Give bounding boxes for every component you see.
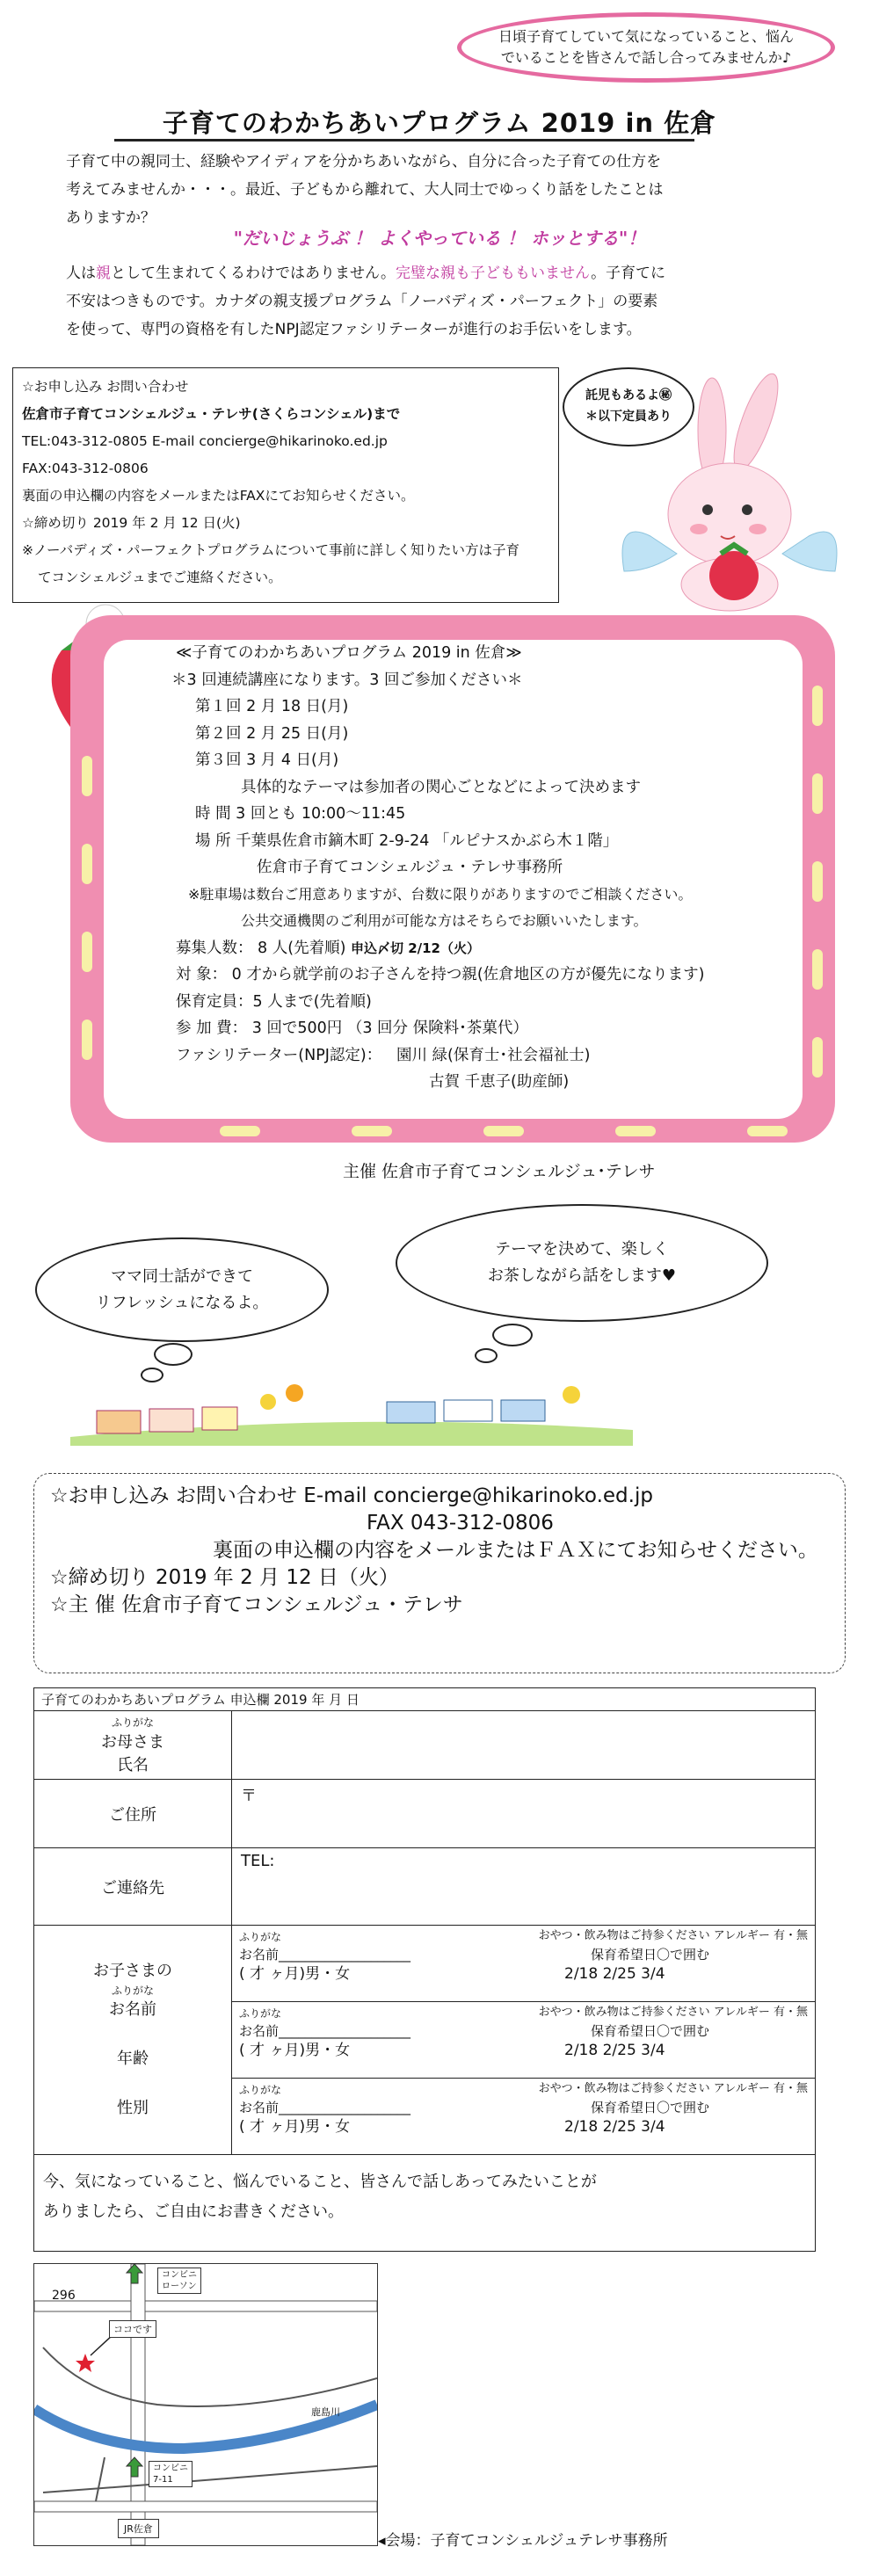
child-3-ruby: ふりがな	[239, 2084, 282, 2096]
child-2-ruby: ふりがな	[239, 2007, 282, 2020]
child-entry-1[interactable]	[232, 1926, 816, 2002]
contact-heading: ☆お申し込み お問い合わせ	[22, 379, 189, 395]
cloud-left-line-2: リフレッシュになるよ。	[95, 1293, 269, 1312]
frame-deco	[220, 1126, 260, 1136]
frame-deco	[615, 1126, 656, 1136]
map-conv2b: 7-11	[153, 2475, 173, 2485]
child-entry-2[interactable]	[232, 2002, 816, 2079]
child-2-name: お名前____________________	[239, 2023, 411, 2039]
body-line-2: 不安はつきものです。カナダの親支援プログラム「ノーバディズ・パーフェクト」の要素	[66, 293, 658, 310]
event-childcare: 保育定員：5 人まで(先着順)	[176, 992, 372, 1011]
cloud-right-line-2: お茶しながら話をします♥	[487, 1266, 677, 1285]
facilitator-2: 古賀 千恵子(助産師)	[429, 1073, 570, 1091]
contact-np1: ※ノーバディズ・パーフェクトプログラムについて事前に詳しく知りたい方は子育	[22, 542, 520, 558]
map-conv1b: ローソン	[162, 2282, 197, 2291]
apply-line-4: ☆締め切り 2019 年 2 月 12 日（火）	[50, 1566, 399, 1589]
free-line-1: 今、気になっていること、悩んでいること、皆さんで話しあってみたいことが	[43, 2173, 597, 2191]
map-conv2a: コンビニ	[153, 2464, 188, 2473]
child-label-1: お子さまの	[93, 1962, 172, 1980]
child-1-wish: 保育希望日〇で囲む	[591, 1947, 710, 1963]
mother-name-field[interactable]	[232, 1711, 816, 1780]
slogan: "だいじょうぶ ！ よくやっている ！ ホッとする"！	[233, 228, 646, 249]
frame-deco	[82, 932, 92, 972]
event-capacity	[176, 935, 704, 962]
event-place-2: 佐倉市子育てコンシェルジュ・テレサ事務所	[257, 859, 563, 876]
child-2-row-b	[239, 2022, 808, 2040]
facilitator-label: ファシリテーター(NPJ認定)：	[176, 1046, 382, 1064]
event-parking-2: 公共交通機関のご利用が可能な方はそちらでお願いいたします。	[241, 912, 648, 929]
child-2-dates: 2/18 2/25 3/4	[564, 2042, 665, 2059]
child-1-ruby: ふりがな	[239, 1931, 282, 1943]
frame-deco	[82, 844, 92, 884]
contact-fax: FAX:043-312-0806	[22, 461, 149, 476]
childcare-badge: ㊙	[659, 388, 672, 403]
child-1-row-a	[239, 1927, 808, 1946]
child-label-3: 年齢	[117, 2050, 149, 2068]
child-ruby: ふりがな	[111, 1985, 154, 1997]
host: 主催 佐倉市子育てコンシェルジュ･テレサ	[343, 1162, 656, 1181]
cloud-dot	[475, 1348, 498, 1363]
mother-label-1: お母さま	[101, 1733, 164, 1752]
address-field[interactable]	[232, 1780, 816, 1848]
postal-mark: 〒	[241, 1787, 257, 1805]
contact-note: 裏面の申込欄の内容をメールまたはFAXにてお知らせください。	[22, 488, 415, 504]
map-convenience-lawson	[157, 2268, 201, 2294]
child-1-age: ( 才 ヶ月)男・女	[239, 1965, 351, 1983]
child-label	[34, 1926, 232, 2155]
bunny-illustration	[615, 369, 844, 615]
child-3-row-a	[239, 2080, 808, 2099]
venue-map	[33, 2263, 378, 2546]
mother-label-2: 氏名	[117, 1756, 149, 1774]
free-line-2: ありましたら、ご自由にお書きください。	[43, 2202, 344, 2221]
intro-speech-bubble	[457, 12, 835, 83]
contact-label: ご連絡先	[34, 1848, 232, 1926]
body-line-3: を使って、専門の資格を有したNPJ認定ファシリテーターが進行のお手伝いをします。	[66, 321, 642, 338]
event-parking-1: ※駐車場は数台ご用意ありますが、台数に限りがありますのでご相談ください。	[188, 885, 693, 903]
apply-line-5: ☆主 催 佐倉市子育てコンシェルジュ・テレサ	[50, 1593, 463, 1616]
event-session-3: 第３回 3 月 4 日(月)	[195, 751, 339, 769]
frame-deco	[812, 1037, 823, 1078]
tel-field[interactable]	[232, 1848, 816, 1926]
body-l1a: 人は	[66, 265, 96, 282]
apply-line-2: FAX 043-312-0806	[367, 1512, 554, 1535]
event-fee: 参 加 費： 3 回で500円 （3 回分 保険料･茶菓代）	[176, 1020, 528, 1037]
frame-deco	[812, 773, 823, 814]
page-title: 子育てのわかちあいプログラム 2019 in 佐倉	[162, 108, 717, 138]
map-station: JR佐倉	[118, 2519, 159, 2538]
frame-deco	[82, 1020, 92, 1060]
mother-ruby: ふりがな	[111, 1716, 154, 1729]
child-3-row-c	[239, 2116, 808, 2137]
tel-prefix: TEL:	[241, 1852, 275, 1870]
contact-deadline: ☆締め切り 2019 年 2 月 12 日(火)	[22, 515, 241, 531]
bubble-line-2: でいることを皆さんで話し合ってみませんか♪	[500, 49, 792, 66]
frame-deco	[82, 756, 92, 796]
body-line-1	[66, 259, 665, 287]
map-convenience-711	[149, 2461, 193, 2487]
frame-deco	[812, 861, 823, 902]
event-time: 時 間 3 回とも 10:00～11:45	[195, 805, 406, 823]
child-1-note: おやつ・飲み物はご持参ください アレルギー 有・無	[538, 1929, 808, 1942]
child-2-note: おやつ・飲み物はご持参ください アレルギー 有・無	[538, 2006, 808, 2019]
train-illustration	[70, 1375, 633, 1450]
childcare-bubble-line-2: ＊以下定員あり	[585, 410, 672, 424]
frame-deco	[747, 1126, 788, 1136]
cloud-dot	[154, 1343, 193, 1366]
event-details	[171, 640, 705, 1096]
child-label-4: 性別	[117, 2099, 149, 2117]
address-label: ご住所	[34, 1780, 232, 1848]
body-l1d: 完璧な親も子どももいません	[396, 265, 592, 282]
title-underline	[114, 139, 694, 141]
child-2-age: ( 才 ヶ月)男・女	[239, 2042, 351, 2059]
cloud-left-line-1: ママ同士話ができて	[111, 1266, 253, 1286]
contact-box	[12, 367, 559, 603]
deadline-text: 申込〆切 2/12（火）	[350, 940, 480, 956]
child-3-name: お名前____________________	[239, 2100, 411, 2115]
body-l1e: 。子育てに	[591, 265, 666, 282]
child-2-wish: 保育希望日〇で囲む	[591, 2023, 710, 2039]
child-3-note: おやつ・飲み物はご持参ください アレルギー 有・無	[538, 2082, 808, 2095]
apply-line-3: 裏面の申込欄の内容をメールまたはＦＡＸにてお知らせください。	[213, 1539, 818, 1562]
child-1-name: お名前____________________	[239, 1947, 411, 1963]
capacity-text: 募集人数： 8 人(先着順)	[176, 939, 351, 957]
event-target: 対 象： 0 才から就学前のお子さんを持つ親(佐倉地区の方が優先になります)	[176, 966, 705, 983]
contact-np2: てコンシェルジュまでご連絡ください。	[38, 570, 282, 585]
event-place: 場 所 千葉県佐倉市鏑木町 2-9-24 「ルピナスかぶら木１階」	[195, 831, 619, 850]
map-here-label: ココです	[109, 2320, 156, 2338]
child-2-row-c	[239, 2040, 808, 2061]
intro-text	[66, 148, 664, 232]
event-session-1: 第１回 2 月 18 日(月)	[195, 698, 349, 715]
event-theme: 具体的なテーマは参加者の関心ごとなどによって決めます	[241, 778, 641, 796]
child-2-row-a	[239, 2004, 808, 2022]
application-form	[33, 1687, 816, 2252]
child-1-row-c	[239, 1963, 808, 1985]
child-label-2: お名前	[109, 2000, 156, 2019]
map-conv1a: コンビニ	[162, 2270, 197, 2280]
venue-label: ◂会場：子育てコンシェルジュテレサ事務所	[378, 2532, 668, 2550]
child-3-wish: 保育希望日〇で囲む	[591, 2100, 710, 2115]
child-3-dates: 2/18 2/25 3/4	[564, 2118, 665, 2136]
child-entry-3[interactable]	[232, 2079, 816, 2155]
child-3-age: ( 才 ヶ月)男・女	[239, 2118, 351, 2136]
event-series: ＊3 回連続講座になります。3 回ご参加ください＊	[171, 671, 523, 689]
event-facilitator	[176, 1042, 704, 1070]
child-3-row-b	[239, 2099, 808, 2116]
apply-box	[33, 1473, 846, 1673]
frame-deco	[483, 1126, 524, 1136]
intro-line-2: 考えてみませんか・・・。最近、子どもから離れて、大人同士でゆっくり話をしたことは	[66, 181, 664, 199]
map-route: 296	[52, 2289, 76, 2303]
cloud-left	[35, 1237, 329, 1342]
frame-deco	[812, 949, 823, 990]
frame-deco	[812, 686, 823, 726]
contact-org: 佐倉市子育てコンシェルジュ・テレサ(さくらコンシェル)まで	[22, 406, 401, 422]
body-l1b: 親	[96, 265, 111, 282]
body-text	[66, 259, 665, 344]
frame-deco	[352, 1126, 392, 1136]
map-river: 鹿島川	[311, 2406, 340, 2418]
child-1-dates: 2/18 2/25 3/4	[564, 1965, 665, 1983]
event-heading: ≪子育てのわかちあいプログラム 2019 in 佐倉≫	[176, 644, 522, 662]
form-header: 子育てのわかちあいプログラム 申込欄 2019 年 月 日	[34, 1688, 816, 1711]
child-1-row-b	[239, 1946, 808, 1963]
contact-tel: TEL:043-312-0805 E-mail concierge@hikarinoko.ed.jp	[22, 433, 388, 449]
facilitator-1: 園川 緑(保育士･社会福祉士)	[396, 1046, 591, 1064]
apply-line-1: ☆お申し込み お問い合わせ E-mail concierge@hikarinoko.ed.jp	[50, 1484, 653, 1507]
mother-label	[34, 1711, 232, 1780]
bubble-line-1: 日頃子育てしていて気になっていること、悩ん	[498, 28, 794, 45]
intro-line-3: ありますか？	[66, 209, 156, 227]
free-comment-field[interactable]	[34, 2155, 816, 2252]
intro-line-1: 子育て中の親同士、経験やアイディアを分かちあいながら、自分に合った子育ての仕方を	[66, 153, 662, 171]
body-l1c: として生まれてくるわけではありません。	[111, 265, 396, 282]
cloud-right-line-1: テーマを決めて、楽しく	[495, 1240, 669, 1259]
cloud-dot	[492, 1324, 533, 1346]
childcare-text: 託児もあるよ	[585, 388, 659, 403]
cloud-right	[396, 1204, 768, 1322]
event-session-2: 第２回 2 月 25 日(月)	[195, 724, 349, 743]
